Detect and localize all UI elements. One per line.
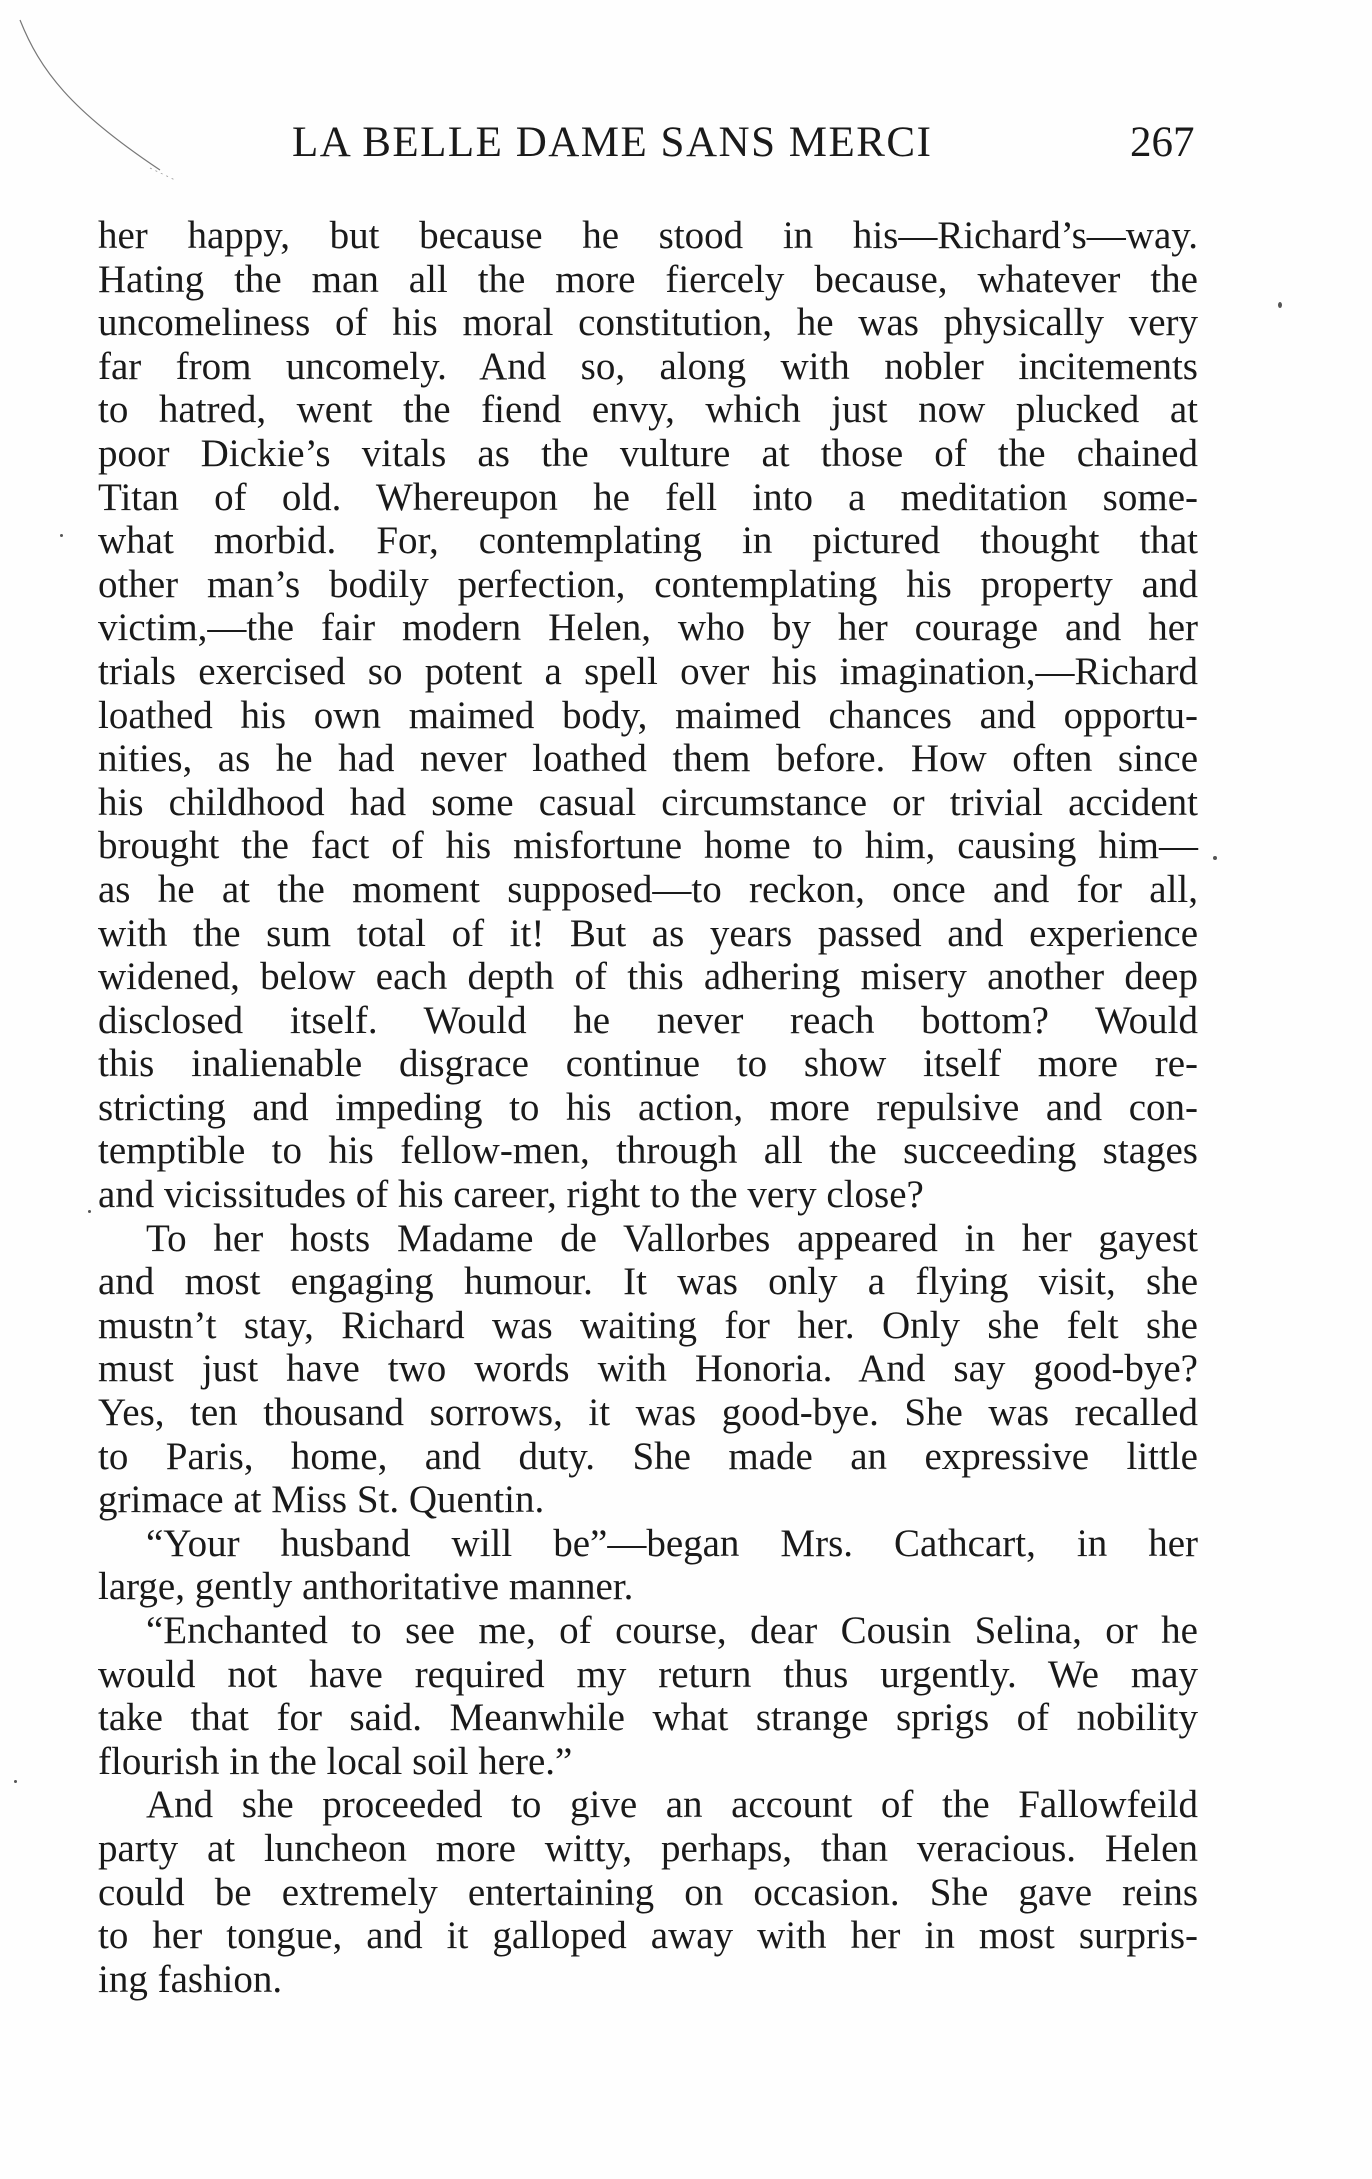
text-line: ing fashion. <box>98 1957 283 2001</box>
text-line: grimace at Miss St. Quentin. <box>98 1478 545 1522</box>
text-line: to her tongue, and it galloped away with her in most surpris- <box>98 1914 1198 1958</box>
text-line: poor Dickie’s vitals as the vulture at those of the chained <box>98 431 1198 475</box>
text-line: party at luncheon more witty, perhaps, than veracious. Helen <box>98 1826 1198 1870</box>
text-line: could be extremely entertaining on occasion. She gave reins <box>98 1870 1198 1914</box>
text-line: his childhood had some casual circumstance or trivial accident <box>98 780 1198 824</box>
text-line: this inalienable disgrace continue to show itself more re- <box>98 1042 1198 1086</box>
text-line: Yes, ten thousand sorrows, it was good-bye. She was recalled <box>98 1391 1198 1435</box>
text-line: as he at the moment supposed—to reckon, once and for all, <box>98 867 1198 911</box>
text-line: And she proceeded to give an account of the Fallowfeild <box>146 1783 1198 1827</box>
text-line: stricting and impeding to his action, more repulsive and con- <box>98 1085 1198 1129</box>
text-line: with the sum total of it! But as years passed and experience <box>98 911 1198 955</box>
paper-speck <box>60 534 63 537</box>
text-line: would not have required my return thus urgently. We may <box>98 1652 1198 1696</box>
running-header <box>100 118 1200 178</box>
text-line: to Paris, home, and duty. She made an expressive little <box>98 1434 1198 1478</box>
paper-speck <box>1278 302 1282 308</box>
text-line: “Enchanted to see me, of course, dear Cousin Selina, or he <box>146 1609 1198 1652</box>
running-title: LA BELLE DAME SANS MERCI <box>292 119 933 166</box>
text-line: other man’s bodily perfection, contemplating his property and <box>98 562 1198 606</box>
text-line: Hating the man all the more fiercely because, whatever the <box>98 257 1198 301</box>
text-line: Titan of old. Whereupon he fell into a meditation some- <box>98 475 1198 519</box>
text-line: and most engaging humour. It was only a flying visit, she <box>98 1260 1198 1304</box>
text-line: far from uncomely. And so, along with nobler incitements <box>98 344 1198 388</box>
text-line: large, gently anthoritative manner. <box>98 1565 634 1609</box>
text-line: take that for said. Meanwhile what strange sprigs of nobility <box>98 1696 1198 1740</box>
text-line: nities, as he had never loathed them before. How often since <box>98 737 1198 781</box>
body-text <box>98 214 1198 2001</box>
page-number: 267 <box>1130 119 1195 166</box>
text-line: and vicissitudes of his career, right to the very close? <box>98 1173 924 1217</box>
text-line: what morbid. For, contemplating in pictured thought that <box>98 519 1198 563</box>
text-line: temptible to his fellow-men, through all the succeeding stages <box>98 1129 1198 1173</box>
text-line: victim,—the fair modern Helen, who by her courage and her <box>98 606 1198 650</box>
paper-speck <box>1213 856 1217 860</box>
text-line: must just have two words with Honoria. And say good-bye? <box>98 1347 1198 1391</box>
text-line: brought the fact of his misfortune home to him, causing him— <box>98 824 1198 868</box>
text-line: flourish in the local soil here.” <box>98 1739 573 1783</box>
text-line: widened, below each depth of this adhering misery another deep <box>98 955 1198 999</box>
text-line: “Your husband will be”—began Mrs. Cathcart, in her <box>146 1521 1198 1565</box>
text-line: disclosed itself. Would he never reach bottom? Would <box>98 998 1198 1042</box>
text-line: mustn’t stay, Richard was waiting for her. Only she felt she <box>98 1303 1198 1347</box>
text-line: to hatred, went the fiend envy, which just now plucked at <box>98 388 1198 432</box>
text-line: To her hosts Madame de Vallorbes appeared in her gayest <box>146 1216 1198 1260</box>
paper-speck <box>14 1780 17 1783</box>
text-line: her happy, but because he stood in his—Richard’s—way. <box>98 214 1198 257</box>
paper-speck <box>88 1210 91 1213</box>
text-line: loathed his own maimed body, maimed chances and opportu- <box>98 693 1198 737</box>
text-line: uncomeliness of his moral constitution, he was physically very <box>98 301 1198 345</box>
text-line: trials exercised so potent a spell over his imagination,—Richard <box>98 649 1198 693</box>
